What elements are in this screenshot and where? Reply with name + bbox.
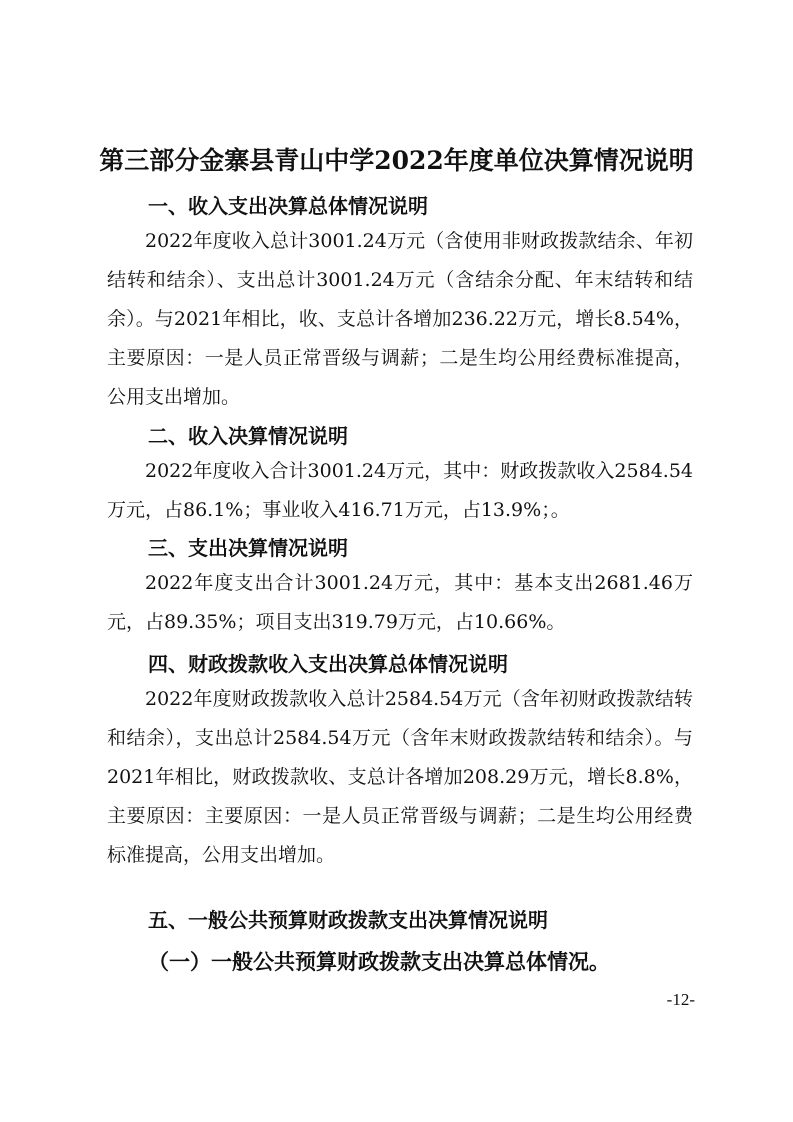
section-heading-5: 五、一般公共预算财政拨款支出决算情况说明: [148, 908, 548, 932]
subsection-heading: （一）一般公共预算财政拨款支出决算总体情况。: [148, 949, 610, 974]
section-heading-3: 三、支出决算情况说明: [148, 536, 348, 560]
section-paragraph-2: 2022年度收入合计3001.24万元，其中：财政拨款收入2584.54万元，占86.1%；事业收入416.71万元，占13.9%；。: [107, 460, 693, 521]
section-heading-4: 四、财政拨款收入支出决算总体情况说明: [148, 652, 508, 676]
page-number: -12-: [666, 990, 695, 1009]
section-heading-1: 一、收入支出决算总体情况说明: [148, 194, 428, 218]
section-paragraph-4: 2022年度财政拨款收入总计2584.54万元（含年初财政拨款结转和结余），支出总计2584.54万元（含年末财政拨款结转和结余）。与2021年相比，财政拨款收、支总计各增加208.29万元，增长8.8%，主要原因：主要原因：一是人员正常晋级与调薪；二是生均公用经费标准提高，公用支出增加。: [107, 688, 693, 866]
section-heading-2: 二、收入决算情况说明: [148, 424, 348, 448]
document-title: 第三部分金寨县青山中学2022年度单位决算情况说明: [99, 146, 694, 175]
section-paragraph-3: 2022年度支出合计3001.24万元，其中：基本支出2681.46万元，占89.35%；项目支出319.79万元，占10.66%。: [107, 572, 693, 633]
section-paragraph-1: 2022年度收入总计3001.24万元（含使用非财政拨款结余、年初结转和结余）、支出总计3001.24万元（含结余分配、年末结转和结余）。与2021年相比，收、支总计各增加236.22万元，增长8.54%，主要原因：一是人员正常晋级与调薪；二是生均公用经费标准提高，公用支出增加。: [107, 230, 693, 408]
